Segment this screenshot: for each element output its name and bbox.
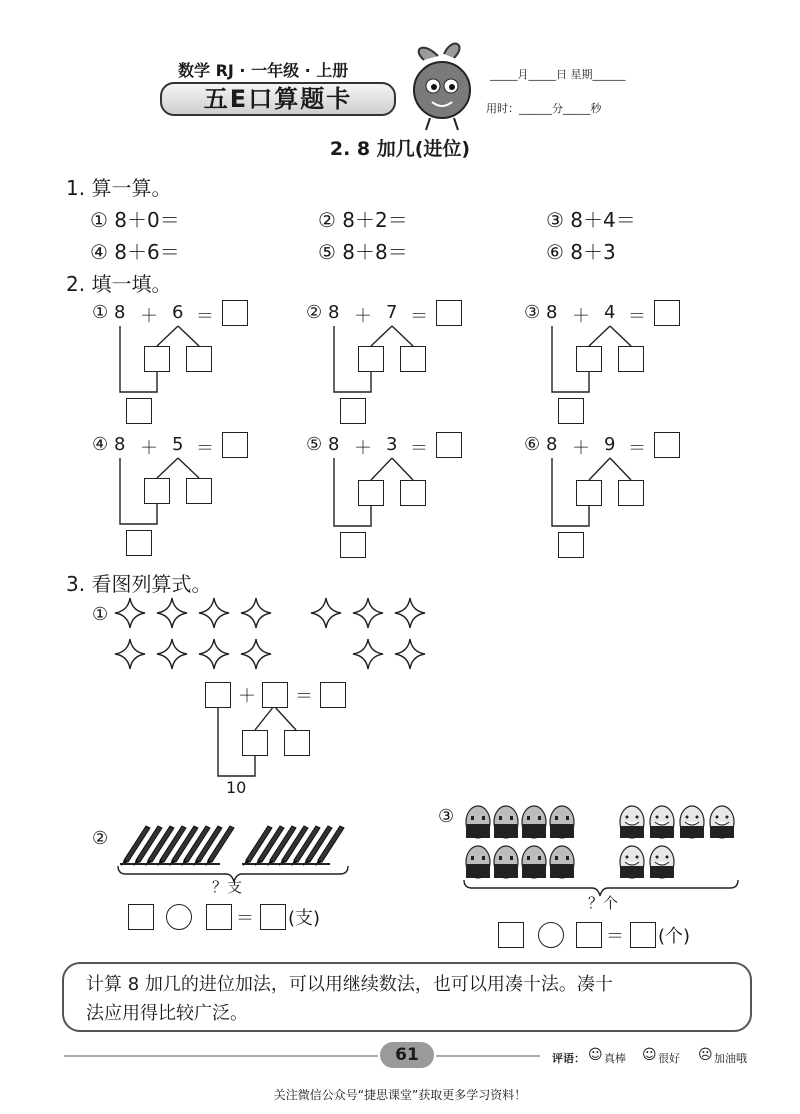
star-icon: [157, 598, 187, 628]
lesson-title: 2. 8 加几(进位): [329, 138, 471, 160]
rating-great: 真棒: [604, 1052, 626, 1065]
addend-b: 9: [604, 434, 616, 455]
answer-box[interactable]: [260, 904, 286, 930]
split-box-right[interactable]: [186, 346, 212, 372]
star-icon: [353, 639, 383, 669]
split-box-right[interactable]: [618, 480, 644, 506]
ten-box[interactable]: [126, 530, 152, 556]
plus-sign: ＋: [238, 686, 256, 707]
addend-a: 8: [328, 434, 340, 455]
calc-item-5: ⑤ 8＋8＝: [318, 240, 408, 264]
problem-number: ③: [524, 302, 541, 323]
rating-good: 很好: [658, 1052, 680, 1065]
plus-sign: ＋: [354, 306, 372, 327]
brand-title: 五E口算题卡: [203, 85, 353, 113]
date-field: _____月_____日 星期______: [490, 68, 626, 81]
unit-label: (个): [658, 926, 691, 947]
cheer-face-icon[interactable]: ☹: [698, 1047, 713, 1063]
pen-icon: [291, 826, 320, 866]
equals-sign: ＝: [410, 438, 428, 459]
tip-line-2: 法应用得比较广泛。: [86, 1003, 248, 1024]
star-icon: [395, 598, 425, 628]
star-icon: [241, 598, 271, 628]
pen-icon: [181, 826, 210, 866]
split-box-left[interactable]: [358, 480, 384, 506]
answer-box[interactable]: [436, 300, 462, 326]
answer-box[interactable]: [222, 300, 248, 326]
smile-face-icon[interactable]: ☺: [642, 1047, 657, 1063]
addend-box[interactable]: [262, 682, 288, 708]
ten-box[interactable]: [126, 398, 152, 424]
answer-box[interactable]: [654, 432, 680, 458]
addend-b: 6: [172, 302, 184, 323]
addend-box[interactable]: [205, 682, 231, 708]
calc-item-4: ④ 8＋6＝: [90, 240, 180, 264]
egg-icon: [550, 806, 574, 838]
egg-icon: [680, 806, 704, 838]
number-box[interactable]: [206, 904, 232, 930]
section3-title: 3. 看图列算式。: [66, 572, 212, 596]
promo-text: 关注微信公众号“捷思课堂”获取更多学习资料！: [273, 1088, 527, 1102]
egg-icon: [466, 806, 490, 838]
pen-icon: [267, 826, 296, 866]
egg-icon: [494, 846, 518, 878]
calc-item-2: ② 8＋2＝: [318, 208, 408, 232]
plus-sign: ＋: [140, 306, 158, 327]
answer-box[interactable]: [654, 300, 680, 326]
split-box-right[interactable]: [400, 480, 426, 506]
number-box[interactable]: [576, 922, 602, 948]
star-icon: [199, 598, 229, 628]
picture-problem-2-number: ②: [92, 828, 109, 849]
pen-icon: [205, 826, 234, 866]
split-box-left[interactable]: [144, 478, 170, 504]
split-box-left[interactable]: [144, 346, 170, 372]
addend-a: 8: [546, 302, 558, 323]
plus-sign: ＋: [140, 438, 158, 459]
addend-a: 8: [546, 434, 558, 455]
pen-icon: [133, 826, 162, 866]
equals-sign: ＝: [628, 438, 646, 459]
star-icon: [241, 639, 271, 669]
answer-box[interactable]: [630, 922, 656, 948]
star-icon: [115, 598, 145, 628]
problem-number: ⑤: [306, 434, 323, 455]
star-icon: [311, 598, 341, 628]
pen-icon: [315, 826, 344, 866]
problem-number: ②: [306, 302, 323, 323]
split-box-right[interactable]: [400, 346, 426, 372]
addend-b: 7: [386, 302, 398, 323]
pen-icon: [279, 826, 308, 866]
egg-icon: [550, 846, 574, 878]
egg-icon: [620, 806, 644, 838]
egg-icon: [650, 846, 674, 878]
egg-icon: [522, 846, 546, 878]
ten-label: 10: [226, 778, 247, 797]
page-number: 61: [395, 1045, 419, 1065]
star-icon: [157, 639, 187, 669]
split-box-left[interactable]: [576, 480, 602, 506]
star-icon: [199, 639, 229, 669]
egg-icon: [650, 806, 674, 838]
split-box-right[interactable]: [186, 478, 212, 504]
addend-a: 8: [114, 302, 126, 323]
star-icon: [353, 598, 383, 628]
ten-box[interactable]: [558, 532, 584, 558]
pen-icon: [303, 826, 332, 866]
pen-icon: [255, 826, 284, 866]
equals-sign: ＝: [606, 926, 624, 947]
answer-box[interactable]: [436, 432, 462, 458]
ten-box[interactable]: [558, 398, 584, 424]
plus-sign: ＋: [572, 306, 590, 327]
calc-item-3: ③ 8＋4＝: [546, 208, 636, 232]
egg-icon: [710, 806, 734, 838]
addend-a: 8: [328, 302, 340, 323]
pens-question: ？支: [212, 878, 243, 896]
page-number-badge: [380, 1042, 434, 1068]
pen-icon: [169, 826, 198, 866]
pen-icon: [121, 826, 150, 866]
calc-item-1: ① 8＋0＝: [90, 208, 180, 232]
problem-number: ①: [92, 302, 109, 323]
section1-title: 1. 算一算。: [66, 176, 172, 200]
pen-icon: [193, 826, 222, 866]
addend-b: 5: [172, 434, 184, 455]
number-box[interactable]: [128, 904, 154, 930]
time-field: 用时：______分_____秒: [486, 102, 602, 115]
equals-sign: ＝: [196, 438, 214, 459]
addend-b: 4: [604, 302, 616, 323]
equals-sign: ＝: [236, 908, 254, 929]
egg-icon: [620, 846, 644, 878]
answer-box[interactable]: [320, 682, 346, 708]
unit-label: (支): [288, 908, 321, 929]
ten-box[interactable]: [340, 398, 366, 424]
equals-sign: ＝: [410, 306, 428, 327]
split-box-left[interactable]: [358, 346, 384, 372]
split-box-left[interactable]: [576, 346, 602, 372]
star-icon: [115, 639, 145, 669]
problem-number: ④: [92, 434, 109, 455]
egg-icon: [466, 846, 490, 878]
grinning-face-icon[interactable]: ☺: [588, 1047, 603, 1063]
equals-sign: ＝: [196, 306, 214, 327]
calc-item-6: ⑥ 8＋3: [546, 240, 616, 264]
equals-sign: ＝: [295, 686, 313, 707]
ten-box[interactable]: [340, 532, 366, 558]
equals-sign: ＝: [628, 306, 646, 327]
picture-problem-3-number: ③: [438, 806, 455, 827]
tip-box: [62, 962, 752, 1032]
operator-circle[interactable]: [538, 922, 564, 948]
book-subtitle: 数学 RJ · 一年级 · 上册: [178, 61, 349, 80]
plus-sign: ＋: [354, 438, 372, 459]
eggs-question: ？个: [588, 894, 619, 912]
pen-icon: [157, 826, 186, 866]
egg-icon: [494, 806, 518, 838]
answer-box[interactable]: [222, 432, 248, 458]
addend-a: 8: [114, 434, 126, 455]
section2-title: 2. 填一填。: [66, 272, 172, 296]
star-icon: [395, 639, 425, 669]
split-box-right[interactable]: [618, 346, 644, 372]
rating-keep-going: 加油哦: [714, 1052, 747, 1065]
addend-b: 3: [386, 434, 398, 455]
split-box-right[interactable]: [284, 730, 310, 756]
picture-problem-1-number: ①: [92, 604, 109, 625]
pen-icon: [243, 826, 272, 866]
operator-circle[interactable]: [166, 904, 192, 930]
number-box[interactable]: [498, 922, 524, 948]
brand-banner: [160, 82, 396, 116]
rating-label: 评语：: [552, 1052, 585, 1065]
pen-icon: [145, 826, 174, 866]
egg-icon: [522, 806, 546, 838]
plus-sign: ＋: [572, 438, 590, 459]
problem-number: ⑥: [524, 434, 541, 455]
split-box-left[interactable]: [242, 730, 268, 756]
tip-line-1: 计算 8 加几的进位加法，可以用继续数法，也可以用凑十法。凑十: [86, 974, 613, 995]
